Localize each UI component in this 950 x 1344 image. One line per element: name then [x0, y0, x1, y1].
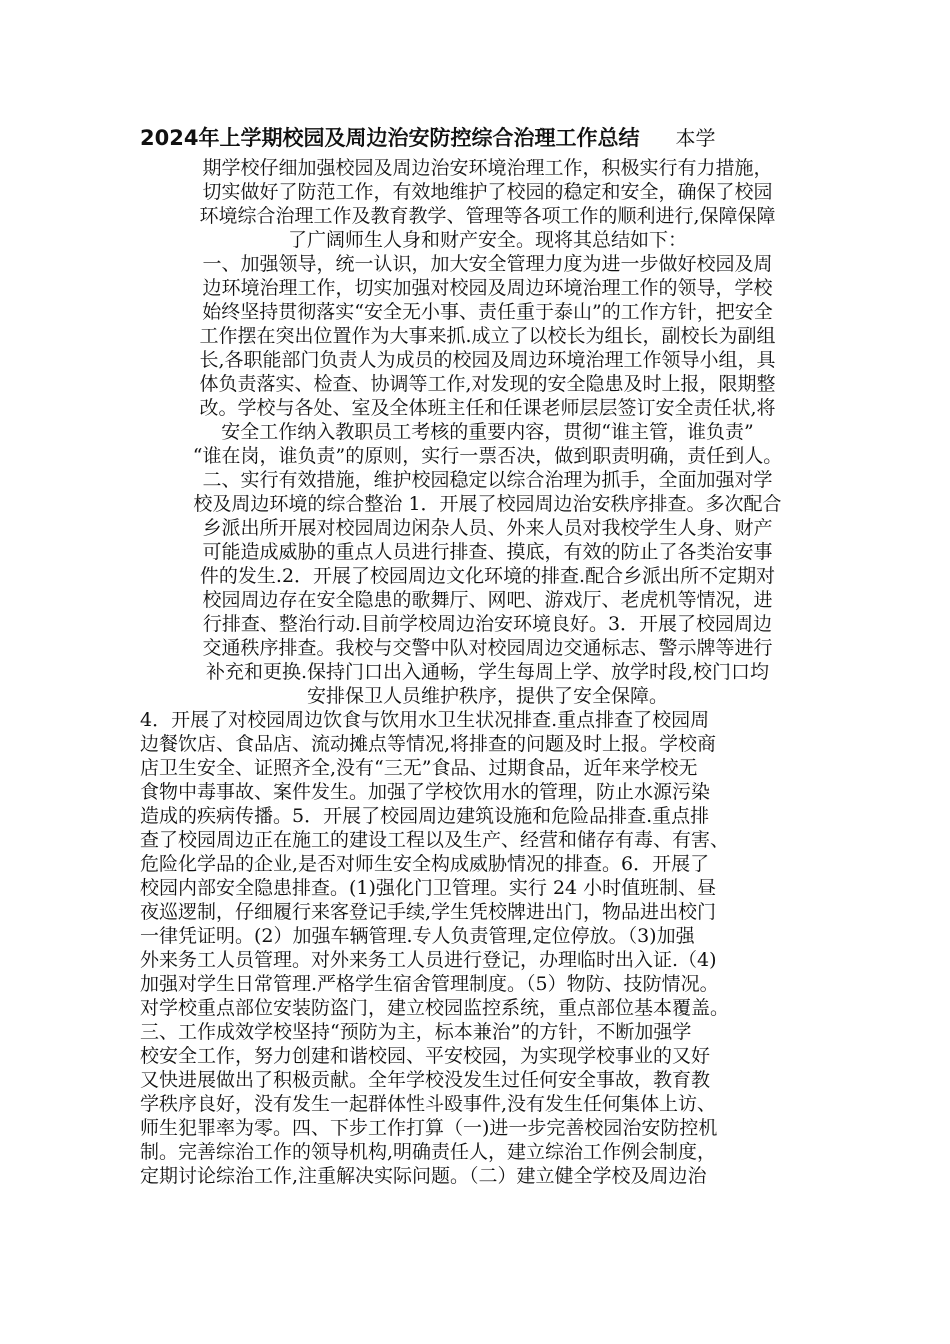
body-line: 边环境治理工作，切实加强对校园及周边环境治理工作的领导，学校 — [202, 277, 773, 299]
body-line: 危险化学品的企业,是否对师生安全构成威胁情况的排查。6．开展了 — [140, 853, 710, 875]
body-line: 了广阔师生人身和财产安全。现将其总结如下： — [287, 229, 687, 251]
body-line: 又快进展做出了积极贡献。全年学校没发生过任何安全事故，教育教 — [140, 1069, 711, 1091]
body-line: 定期讨论综治工作,注重解决实际问题。（二）建立健全学校及周边治 — [140, 1165, 707, 1187]
body-line: 一律凭证明。(2）加强车辆管理.专人负责管理,定位停放。（3)加强 — [140, 925, 695, 947]
body-line: 查了校园周边正在施工的建设工程以及生产、经营和储存有毒、有害、 — [140, 829, 730, 851]
body-line: 补充和更换.保持门口出入通畅，学生每周上学、放学时段,校门口均 — [205, 661, 770, 683]
body-line: 夜巡逻制，仔细履行来客登记手续,学生凭校牌进出门，物品进出校门 — [140, 901, 717, 923]
body-line: 长,各职能部门负责人为成员的校园及周边环境治理工作领导小组，具 — [199, 349, 776, 371]
body-line: 校及周边环境的综合整治 1．开展了校园周边治安秩序排查。多次配合 — [193, 493, 782, 515]
body-line: 校园内部安全隐患排查。(1)强化门卫管理。实行 24 小时值班制、昼 — [140, 877, 717, 899]
body-line: 安全工作纳入教职员工考核的重要内容，贯彻“谁主管，谁负责” — [221, 421, 754, 443]
body-line: 一、加强领导，统一认识，加大安全管理力度为进一步做好校园及周 — [202, 253, 773, 275]
title-tail-text: 本学 — [675, 126, 716, 150]
body-line: 期学校仔细加强校园及周边治安环境治理工作，积极实行有力措施， — [202, 157, 773, 179]
body-line: 边餐饮店、食品店、流动摊点等情况,将排查的问题及时上报。学校商 — [140, 733, 717, 755]
body-line: 件的发生.2．开展了校园周边文化环境的排查.配合乡派出所不定期对 — [199, 565, 776, 587]
body-text — [140, 156, 835, 1188]
body-line: 环境综合治理工作及教育教学、管理等各项工作的顺利进行,保障保障 — [199, 205, 776, 227]
body-line: 改。学校与各处、室及全体班主任和任课老师层层签订安全责任状,将 — [199, 397, 776, 419]
body-line: 校安全工作，努力创建和谐校园、平安校园，为实现学校事业的又好 — [140, 1045, 711, 1067]
body-line: 造成的疾病传播。5．开展了校园周边建筑设施和危险品排查.重点排 — [140, 805, 710, 827]
body-line: 校园周边存在安全隐患的歌舞厅、网吧、游戏厅、老虎机等情况，进 — [202, 589, 773, 611]
body-line: 外来务工人员管理。对外来务工人员进行登记，办理临时出入证.（4) — [140, 949, 717, 971]
body-line: 制。完善综治工作的领导机构,明确责任人，建立综治工作例会制度， — [140, 1141, 717, 1163]
body-line: “谁在岗，谁负责”的原则，实行一票否决，做到职责明确，责任到人。 — [192, 445, 783, 467]
body-line: 乡派出所开展对校园周边闲杂人员、外来人员对我校学生人身、财产 — [202, 517, 773, 539]
body-line: 店卫生安全、证照齐全,没有“三无”食品、过期食品，近年来学校无 — [140, 757, 698, 779]
body-line: 可能造成威胁的重点人员进行排查、摸底，有效的防止了各类治安事 — [202, 541, 773, 563]
body-line: 安排保卫人员维护秩序，提供了安全保障。 — [306, 685, 668, 707]
body-line: 始终坚持贯彻落实“安全无小事、责任重于泰山”的工作方针，把安全 — [202, 301, 773, 323]
document-title: 2024年上学期校园及周边治安防控综合治理工作总结 — [140, 126, 640, 150]
body-line: 切实做好了防范工作，有效地维护了校园的稳定和安全，确保了校园 — [202, 181, 773, 203]
body-line: 师生犯罪率为零。四、下步工作打算（一)进一步完善校园治安防控机 — [140, 1117, 718, 1139]
title-line — [140, 122, 840, 154]
body-line: 食物中毒事故、案件发生。加强了学校饮用水的管理，防止水源污染 — [140, 781, 711, 803]
body-line: 交通秩序排查。我校与交警中队对校园周边交通标志、警示牌等进行 — [202, 637, 773, 659]
body-line: 行排查、整治行动.目前学校周边治安环境良好。3．开展了校园周边 — [202, 613, 773, 635]
body-line: 工作摆在突出位置作为大事来抓.成立了以校长为组长，副校长为副组 — [199, 325, 776, 347]
body-line: 体负责落实、检查、协调等工作,对发现的安全隐患及时上报，限期整 — [199, 373, 776, 395]
body-line: 学秩序良好，没有发生一起群体性斗殴事件,没有发生任何集体上访、 — [140, 1093, 717, 1115]
body-line: 4．开展了对校园周边饮食与饮用水卫生状况排查.重点排查了校园周 — [140, 709, 710, 731]
body-line: 对学校重点部位安装防盗门，建立校园监控系统，重点部位基本覆盖。 — [140, 997, 730, 1019]
body-line: 二、实行有效措施，维护校园稳定以综合治理为抓手，全面加强对学 — [202, 469, 773, 491]
body-line: 三、工作成效学校坚持“预防为主，标本兼治”的方针，不断加强学 — [140, 1021, 692, 1043]
body-line: 加强对学生日常管理.严格学生宿舍管理制度。（5）物防、技防情况。 — [140, 973, 719, 995]
